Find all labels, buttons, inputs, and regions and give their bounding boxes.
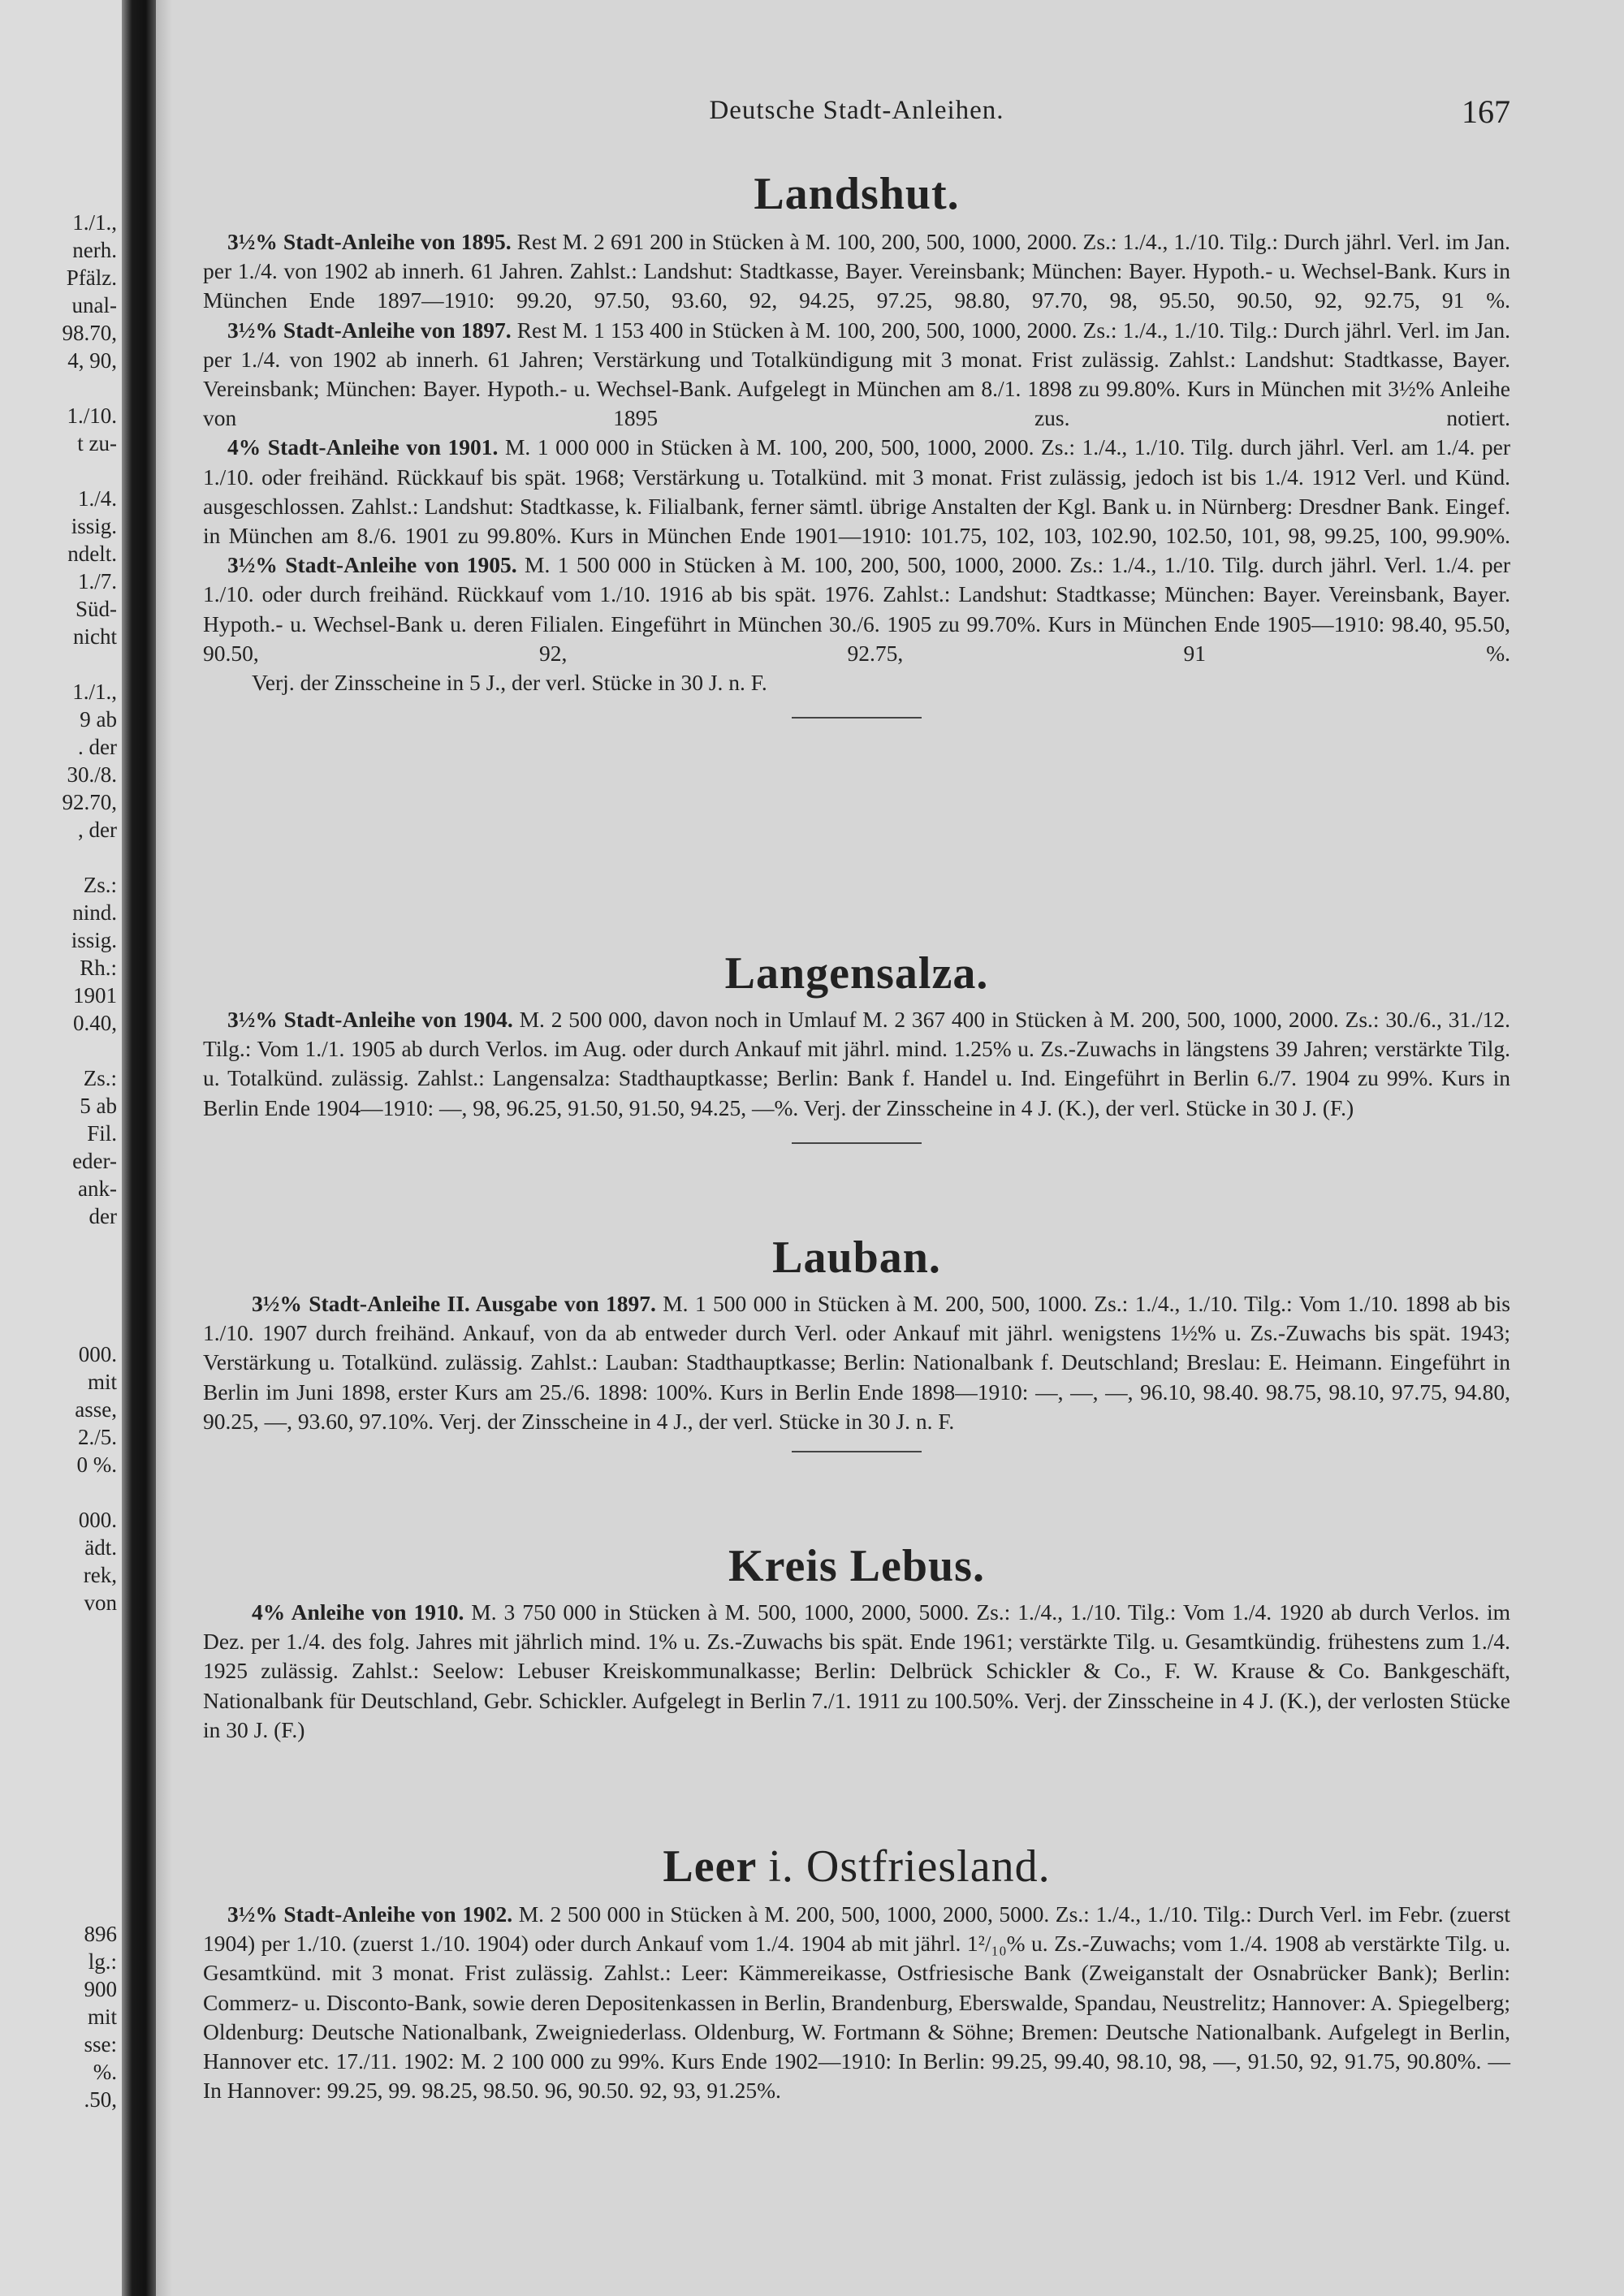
prev-page-fragment: 4, 90, <box>67 348 117 373</box>
bond-entry <box>203 227 1510 316</box>
bond-heading: 3½% Stadt-Anleihe von 1904. <box>227 1007 513 1032</box>
prev-page-fragment: 2./5. <box>77 1425 117 1449</box>
prev-page-fragment: %. <box>93 2060 117 2084</box>
prev-page-fragment: Rh.: <box>80 956 117 980</box>
prev-page-fragment: 30./8. <box>67 762 117 787</box>
page-number: 167 <box>1462 93 1510 130</box>
bond-text: Rest M. 1 153 400 in Stücken à M. 100, 200, 500, 1000, 2000. Zs.: 1./4., 1./10. Tilg.: Durch jährl. Verl. im Jan. per 1./4. von 1902 ab innerh. 61 Jahren; Verstärkung und Totalkündigung mit 3 monat. Frist zulässig. Zahlst.: Landshut: Stadtkasse, Bayer. Vereinsbank; München: Bayer. Hypoth.- u. Wechsel-Bank. Aufgelegt in München am 8./1. 1898 zu 99.80%. Kurs in München mit 3½% Anleihe von 1895 zus. notiert. <box>203 317 1511 431</box>
bond-text: M. 2 500 000 in Stücken à M. 200, 500, 1000, 2000, 5000. Zs.: 1./4., 1./10. Tilg.: Durch Verl. im Febr. (zuerst 1904) per 1./10. (zuerst 1./10. 1904) oder durch Ankauf vom 1./4. 1904 ab mit jährl. 1²/₁₀% u. Zs.-Zuwachs; vom 1./4. 1908 ab verstärkte Tilg. u. Gesamtkünd. mit 3 monat. Frist zulässig. Zahlst.: Leer: Kämmereikasse, Ostfriesische Bank (Zweiganstalt der Osnabrücker Bank); Berlin: Commerz- u. Disconto-Bank, sowie deren Depositenkassen in Berlin, Brandenburg, Eberswalde, Spandau, Neustrelitz; Hannover: A. Spiegelberg; Oldenburg: Deutsche Nationalbank, Zweigniederlass. Oldenburg, W. Fortmann & Söhne; Bremen: Deutsche Nationalbank. Aufgelegt in Berlin, Hannover etc. 17./11. 1902: M. 2 100 000 zu 99%. Kurs Ende 1902—1910: In Berlin: 99.25, 99.40, 98.10, 98, —, 91.50, 92, 91.75, 90.80%. — In Hannover: 99.25, 99. 98.25, 98.50. 96, 90.50. 92, 93, 91.25%. <box>203 1901 1511 2104</box>
prev-page-fragment: lg.: <box>88 1949 117 1974</box>
bond-heading: 4% Stadt-Anleihe von 1901. <box>227 434 499 460</box>
prev-page-fragment: .50, <box>84 2087 117 2112</box>
bond-text: M. 1 500 000 in Stücken à M. 100, 200, 500, 1000, 2000. Zs.: 1./4., 1./10. Tilg. durch jährl. Verl. 1./4. per 1./10. oder durch freihänd. Rückkauf vom 1./10. 1916 ab bis spät. 1976. Zahlst.: Landshut: Stadtkasse; München: Bayer. Vereinsbank, Bayer. Hypoth.- u. Wechsel-Bank u. deren Filialen. Eingeführt in München 30./6. 1905 zu 99.70%. Kurs in München Ende 1905—1910: 98.40, 95.50, 90.50, 92, 92.75, 91 %. <box>203 552 1511 666</box>
prev-page-fragment: nicht <box>73 624 117 649</box>
prev-page-fragment: 1./10. <box>67 404 117 428</box>
bond-entry <box>203 550 1510 668</box>
prev-page-fragment: mit <box>87 1370 117 1394</box>
bond-text: M. 2 500 000, davon noch in Umlauf M. 2 367 400 in Stücken à M. 200, 500, 1000, 2000. Zs.: 30./6., 31./12. Tilg.: Vom 1./1. 1905 ab durch Verlos. im Aug. oder durch Ankauf mit jährl. mind. 1.25% u. Zs.-Zuwachs in längstens 39 Jahren; verstärkte Tilg. u. Totalkünd. zulässig. Zahlst.: Langensalza: Stadthauptkasse; Berlin: Bank f. Handel u. Ind. Eingeführt in Berlin 6./7. 1904 zu 99%. Kurs in Berlin Ende 1904—1910: —, 98, 96.25, 91.50, 91.50, 94.25, —%. Verj. der Zinsscheine in 4 J. (K.), der verl. Stücke in 30 J. (F.) <box>203 1007 1511 1120</box>
bond-heading: 4% Anleihe von 1910. <box>252 1599 464 1625</box>
prev-page-fragment: Zs.: <box>83 1066 117 1090</box>
prev-page-fragment: 1901 <box>73 983 117 1008</box>
prev-page-fragment: nind. <box>72 900 117 925</box>
prev-page-fragment: unal- <box>71 293 117 317</box>
prev-page-fragment: Fil. <box>87 1121 117 1146</box>
bond-text: M. 1 000 000 in Stücken à M. 100, 200, 500, 1000, 2000. Zs.: 1./4., 1./10. Tilg. durch jährl. Verl. am 1./4. per 1./10. oder freihänd. Rückkauf bis spät. 1968; Verstärkung u. Totalkünd. mit 3 monat. Frist zulässig, jedoch ist bis 1./4. 1912 Verl. und Künd. ausgeschlossen. Zahlst.: Landshut: Stadtkasse, k. Filialbank, ferner sämtl. übrige Anstalten der Kgl. Bank u. in Nürnberg: Dresdner Bank. Eingef. in München am 8./6. 1901 zu 99.80%. Kurs in München Ende 1901—1910: 101.75, 102, 103, 102.90, 102.50, 101, 98, 99.25, 100, 99.90%. <box>203 434 1511 549</box>
page <box>203 0 1510 2296</box>
bond-entry <box>203 1289 1510 1436</box>
bond-heading: 3½% Stadt-Anleihe von 1905. <box>227 552 517 578</box>
prev-page-fragment: ndelt. <box>67 542 117 566</box>
bond-entry <box>203 1598 1510 1745</box>
prev-page-fragment: 92.70, <box>62 790 117 814</box>
section-title: Landshut. <box>754 169 960 219</box>
section-kreis-lebus <box>203 1541 1510 1745</box>
prev-page-fragment: rek, <box>83 1563 117 1587</box>
bond-text: Verj. der Zinsscheine in 5 J., der verl. Stücke in 30 J. n. F. <box>252 670 767 696</box>
bond-text: Rest M. 2 691 200 in Stücken à M. 100, 200, 500, 1000, 2000. Zs.: 1./4., 1./10. Tilg.: Durch jährl. Verl. im Jan. per 1./4. von 1902 ab innerh. 61 Jahren. Zahlst.: Landshut: Stadtkasse, Bayer. Vereinsbank; München: Bayer. Hypoth.- u. Wechsel-Bank. Kurs in München Ende 1897—1910: 99.20, 97.50, 93.60, 92, 94.25, 97.25, 98.80, 97.70, 98, 95.50, 90.50, 92, 92.75, 91 %. <box>203 229 1511 313</box>
limitation-note <box>203 668 1510 697</box>
running-head <box>203 93 1510 136</box>
prev-page-fragment: 1./1., <box>72 210 117 235</box>
bond-heading: 3½% Stadt-Anleihe von 1895. <box>227 229 512 254</box>
prev-page-fragment: t zu- <box>77 431 117 455</box>
prev-page-fragment: von <box>84 1590 117 1615</box>
prev-page-fragment: nerh. <box>72 238 117 262</box>
prev-page-fragment: 896 <box>84 1922 117 1946</box>
prev-page-fragment: Zs.: <box>83 873 117 897</box>
section-landshut <box>203 169 1510 719</box>
bond-heading: 3½% Stadt-Anleihe von 1902. <box>227 1901 513 1927</box>
gutter-shadow <box>156 0 172 2296</box>
bond-entry <box>203 1900 1510 2105</box>
prev-page-fragment: mit <box>87 2005 117 2029</box>
prev-page-fragment: 000. <box>78 1508 117 1532</box>
bond-heading: 3½% Stadt-Anleihe von 1897. <box>227 317 512 343</box>
prev-page-fragment: 9 ab <box>80 707 117 732</box>
prev-page-fragment: 5 ab <box>80 1094 117 1118</box>
prev-page-fragment: Süd- <box>75 597 117 621</box>
bond-text: M. 3 750 000 in Stücken à M. 500, 1000, 2000, 5000. Zs.: 1./4., 1./10. Tilg.: Vom 1./4. 1920 ab durch Verlos. im Dez. per 1./4. des folg. Jahres mit jährlich mind. 1% u. Zs.-Zuwachs bis spät. Ende 1961; verstärkte Tilg. u. Gesamtkündig. frühestens zum 1./4. 1925 zulässig. Zahlst.: Seelow: Lebuser Kreiskommunalkasse; Berlin: Delbrück Schickler & Co., F. W. Krause & Co. Bankgeschäft, Nationalbank für Deutschland, Gebr. Schickler. Aufgelegt in Berlin 7./1. 1911 zu 100.50%. Verj. der Zinsscheine in 4 J. (K.), der verlosten Stücke in 30 J. (F.) <box>203 1599 1511 1742</box>
previous-page-fragment <box>0 0 122 2296</box>
prev-page-fragment: 1./7. <box>77 569 117 593</box>
book-gutter <box>122 0 156 2296</box>
bond-entry <box>203 433 1510 550</box>
running-title: Deutsche Stadt-Anleihen. <box>709 96 1004 125</box>
prev-page-fragment: ank- <box>78 1176 117 1201</box>
prev-page-fragment: , der <box>78 818 117 842</box>
bond-text: M. 1 500 000 in Stücken à M. 200, 500, 1000. Zs.: 1./4., 1./10. Tilg.: Vom 1./10. 1898 ab bis 1./10. 1907 durch freihänd. Ankauf, von da ab entweder durch Verl. oder Ankauf mit jährl. wenigstens 1½% u. Zs.-Zuwachs bis spät. 1943; Verstärkung u. Totalkünd. zulässig. Zahlst.: Lauban: Stadthauptkasse; Berlin: Nationalbank f. Deutschland; Breslau: E. Heimann. Eingeführt in Berlin im Juni 1898, erster Kurs am 25./6. 1898: 100%. Kurs in Berlin Ende 1898—1910: —, —, —, 96.10, 98.40. 98.75, 98.10, 97.75, 94.80, 90.25, —, 93.60, 97.10%. Verj. der Zinsscheine in 4 J., der verl. Stücke in 30 J. n. F. <box>203 1291 1511 1434</box>
prev-page-fragment: . der <box>78 735 117 759</box>
prev-page-fragment: Pfälz. <box>66 265 117 290</box>
section-leer <box>203 1841 1510 2105</box>
section-title <box>203 1841 1510 1892</box>
section-langensalza <box>203 948 1510 1144</box>
prev-page-fragment: asse, <box>75 1397 117 1422</box>
prev-page-fragment: issig. <box>71 514 117 538</box>
section-title: Lauban. <box>772 1232 941 1283</box>
bond-heading: 3½% Stadt-Anleihe II. Ausgabe von 1897. <box>252 1291 656 1316</box>
section-divider <box>792 1142 922 1144</box>
prev-page-fragment: eder- <box>72 1149 117 1173</box>
section-title: Kreis Lebus. <box>728 1541 985 1591</box>
prev-page-fragment: sse: <box>84 2032 117 2056</box>
prev-page-fragment: 000. <box>78 1342 117 1366</box>
section-divider <box>792 717 922 719</box>
section-title-main: Leer <box>663 1841 757 1892</box>
prev-page-fragment: 1./4. <box>77 486 117 511</box>
section-title: Langensalza. <box>724 948 989 999</box>
prev-page-fragment: 0 %. <box>76 1452 117 1477</box>
prev-page-fragment: 0.40, <box>73 1011 117 1035</box>
section-lauban <box>203 1232 1510 1452</box>
section-divider <box>792 1451 922 1452</box>
section-title-minor: i. Ostfriesland. <box>768 1841 1051 1892</box>
prev-page-fragment: 900 <box>84 1977 117 2001</box>
prev-page-fragment: issig. <box>71 928 117 952</box>
prev-page-fragment: der <box>89 1204 117 1228</box>
bond-entry <box>203 1005 1510 1123</box>
bond-entry <box>203 316 1510 434</box>
prev-page-fragment: ädt. <box>84 1535 117 1560</box>
prev-page-fragment: 98.70, <box>62 321 117 345</box>
prev-page-fragment: 1./1., <box>72 680 117 704</box>
